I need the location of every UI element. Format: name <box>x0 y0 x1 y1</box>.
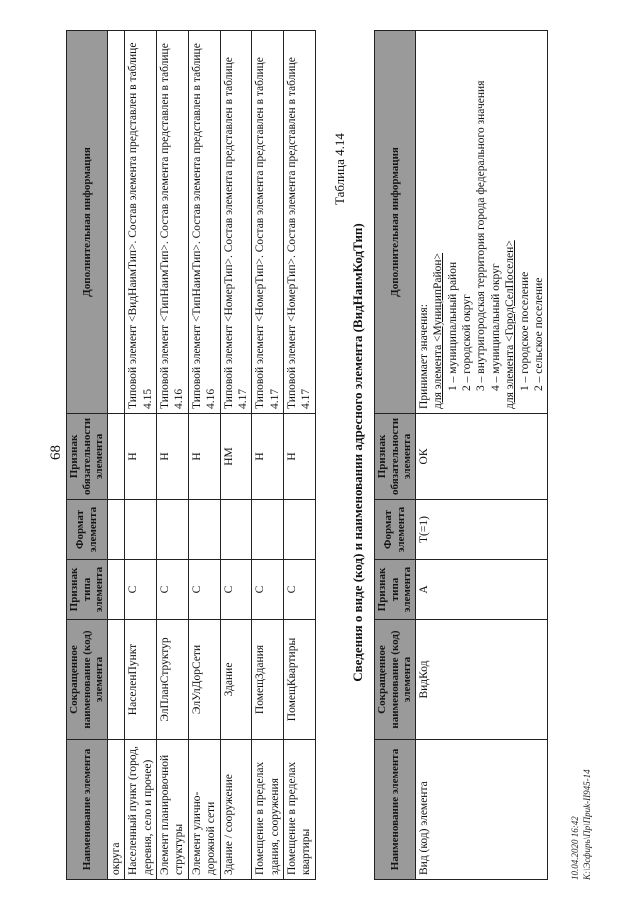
cell-type: С <box>252 560 284 620</box>
col-header-name: Наименование элемента <box>67 740 108 880</box>
cell-info: Типовой элемент <НомерТип>. Состав элемента представлен в таблице 4.17 <box>220 31 252 414</box>
cell-code <box>107 620 124 740</box>
values-group-title: для элемента <МуниципРайон> <box>432 252 445 409</box>
table-vid-naim-kod <box>374 30 548 880</box>
cell-info <box>107 31 124 414</box>
cell-required: Н <box>284 413 316 499</box>
cell-required: Н <box>157 413 189 499</box>
cell-name: Помещение в пределах квартиры <box>284 740 316 880</box>
table-header-row <box>375 31 416 880</box>
cell-code: ЭлУлДорСети <box>188 620 220 740</box>
footer-date: 10.04.2020 16:42 <box>570 816 580 880</box>
values-list <box>417 35 546 409</box>
cell-type: С <box>125 560 157 620</box>
col-header-format: Формат элемента <box>375 500 416 560</box>
cell-name: Вид (код) элемента <box>415 740 547 880</box>
cell-required: Н <box>252 413 284 499</box>
cell-name: округа <box>107 740 124 880</box>
col-header-required: Признак обязательности элемента <box>375 413 416 499</box>
cell-code: НаселенПункт <box>125 620 157 740</box>
cell-info: Типовой элемент <ТипНаимТип>. Состав элемента представлен в таблице 4.16 <box>157 31 189 414</box>
cell-info <box>415 31 547 414</box>
table-row <box>252 31 284 880</box>
cell-type: С <box>188 560 220 620</box>
col-header-info: Дополнительная информация <box>67 31 108 414</box>
table-row <box>415 31 547 880</box>
value-item: 1 – городское поселение <box>518 271 531 391</box>
footer-path: К:\Эсфирь\Пр\Приk-II945-14 <box>581 769 592 880</box>
cell-type: А <box>415 560 547 620</box>
value-item: 2 – сельское поселение <box>532 277 545 391</box>
value-item: 2 – городской округ <box>461 294 474 391</box>
cell-type: С <box>220 560 252 620</box>
value-item: 4 – муниципальный округ <box>489 263 502 391</box>
col-header-format: Формат элемента <box>67 500 108 560</box>
values-group-title: для элемента <ГородСелПоселен> <box>504 240 517 409</box>
cell-format: T(=1) <box>415 500 547 560</box>
print-footer <box>570 769 593 880</box>
col-header-type: Признак типа элемента <box>67 560 108 620</box>
cell-name: Элемент улично-дорожной сети <box>188 740 220 880</box>
cell-code: Здание <box>220 620 252 740</box>
cell-name: Помещение в пределах здания, сооружения <box>252 740 284 880</box>
cell-format <box>107 500 124 560</box>
cell-required: Н <box>125 413 157 499</box>
table-header-row <box>67 31 108 880</box>
cell-info: Типовой элемент <ВидНаимТип>. Состав элемента представлен в таблице 4.15 <box>125 31 157 414</box>
value-item: 1 – муниципальный район <box>446 261 459 391</box>
table-title: Сведения о виде (код) и наименовании адресного элемента (ВидНаимКодТип) <box>350 223 365 682</box>
cell-info: Типовой элемент <НомерТип>. Состав элемента представлен в таблице 4.17 <box>252 31 284 414</box>
values-intro: Принимает значения: <box>417 304 430 409</box>
col-header-required: Признак обязательности элемента <box>67 413 108 499</box>
table-continuation <box>66 30 316 880</box>
cell-format <box>252 500 284 560</box>
cell-code: ПомещКвартиры <box>284 620 316 740</box>
cell-info: Типовой элемент <ТипНаимТип>. Состав элемента представлен в таблице 4.16 <box>188 31 220 414</box>
cell-required <box>107 413 124 499</box>
col-header-name: Наименование элемента <box>375 740 416 880</box>
table-row <box>125 31 157 880</box>
cell-name: Населенный пункт (город, деревня, село и прочее) <box>125 740 157 880</box>
cell-type: С <box>284 560 316 620</box>
table-row <box>107 31 124 880</box>
cell-required: НМ <box>220 413 252 499</box>
cell-format <box>157 500 189 560</box>
cell-info: Типовой элемент <НомерТип>. Состав элемента представлен в таблице 4.17 <box>284 31 316 414</box>
cell-name: Элемент планировочной структуры <box>157 740 189 880</box>
col-header-code: Сокращенное наименование (код) элемента <box>67 620 108 740</box>
table-row <box>157 31 189 880</box>
cell-type: С <box>157 560 189 620</box>
cell-name: Здание / сооружение <box>220 740 252 880</box>
cell-format <box>284 500 316 560</box>
table-row <box>220 31 252 880</box>
col-header-code: Сокращенное наименование (код) элемента <box>375 620 416 740</box>
cell-code: ЭлПланСтруктур <box>157 620 189 740</box>
table-row <box>284 31 316 880</box>
table-label: Таблица 4.14 <box>332 133 347 205</box>
col-header-type: Признак типа элемента <box>375 560 416 620</box>
cell-code: ПомещЗдания <box>252 620 284 740</box>
col-header-info: Дополнительная информация <box>375 31 416 414</box>
cell-format <box>125 500 157 560</box>
cell-code: ВидКод <box>415 620 547 740</box>
cell-type <box>107 560 124 620</box>
cell-required: Н <box>188 413 220 499</box>
cell-required: ОК <box>415 413 547 499</box>
table-row <box>188 31 220 880</box>
value-item: 3 – внутригородская территория города федерального значения <box>475 80 488 391</box>
page-number: 68 <box>48 445 64 460</box>
cell-format <box>220 500 252 560</box>
cell-format <box>188 500 220 560</box>
